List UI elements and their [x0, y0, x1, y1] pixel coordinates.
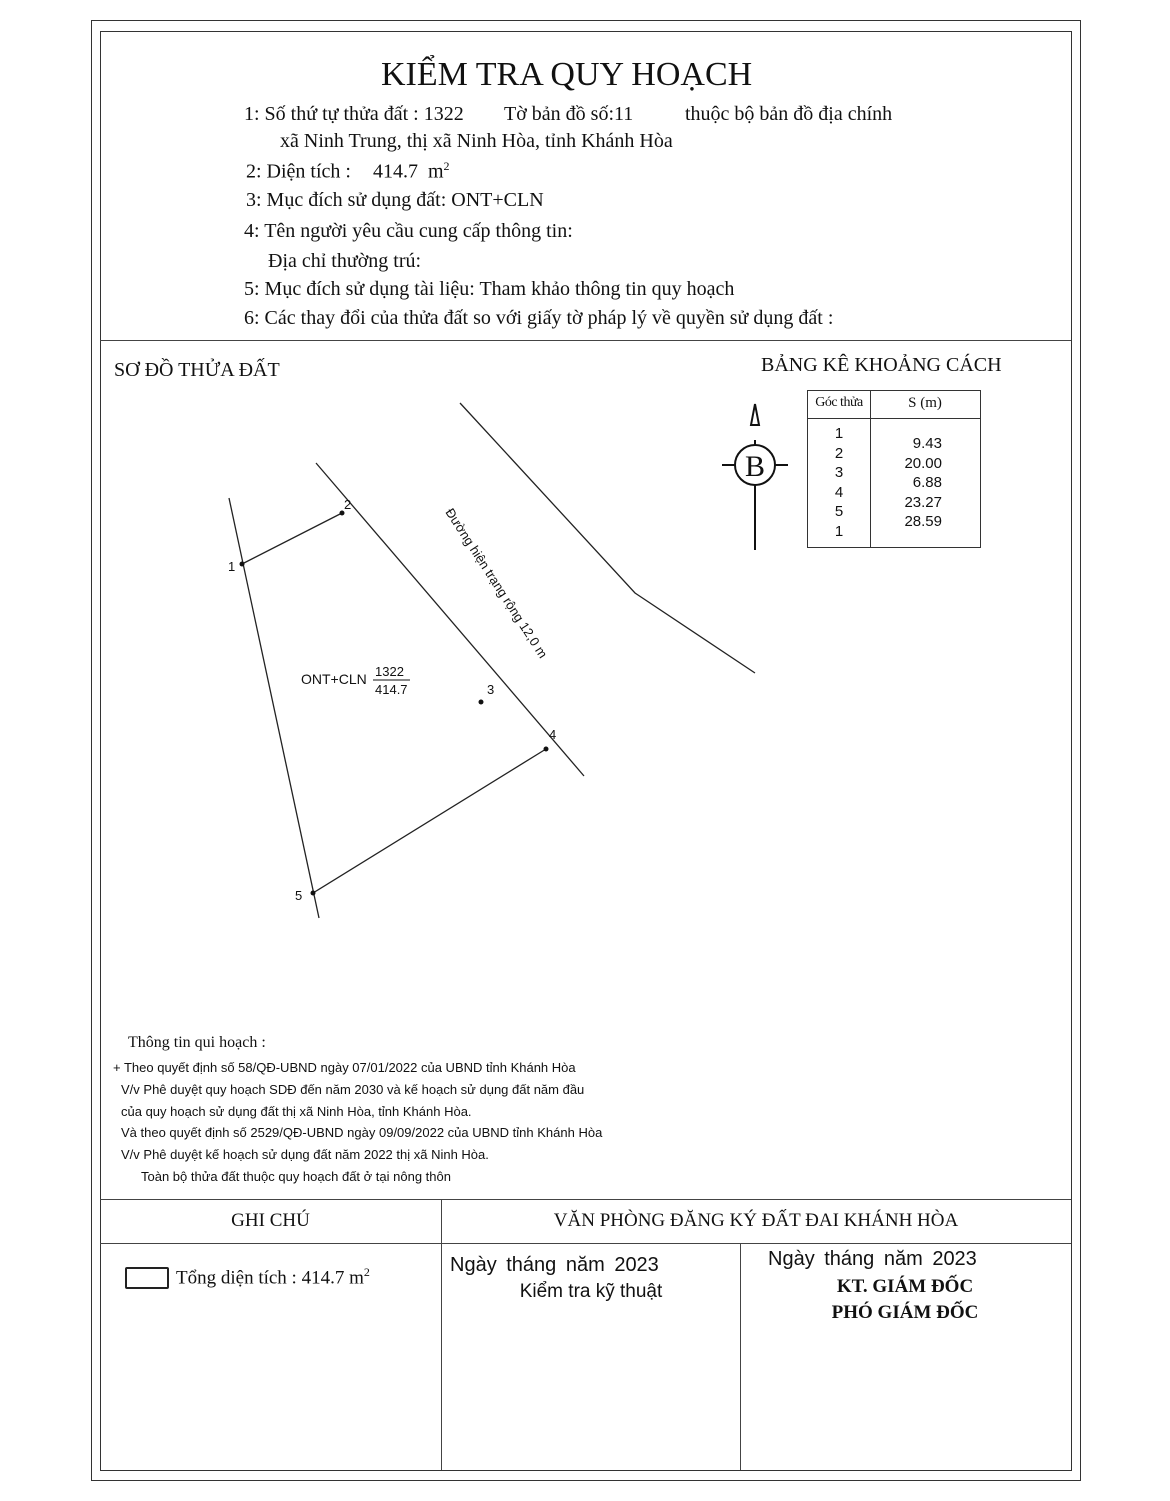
date-director: Ngày tháng năm 2023 — [768, 1248, 977, 1270]
map-heading: SƠ ĐỒ THỬA ĐẤT — [114, 359, 280, 381]
table-heading: BẢNG KÊ KHOẢNG CÁCH — [761, 354, 1002, 376]
page-title: KIỂM TRA QUY HOẠCH — [381, 56, 753, 93]
road-label: Đường hiện trạng rộng 12,0 m — [442, 505, 551, 661]
parcel-edge — [229, 498, 319, 918]
deputy-director-title: PHÓ GIÁM ĐỐC — [831, 1302, 979, 1323]
parcel-edge — [242, 513, 342, 564]
legend-box — [125, 1267, 169, 1289]
point-marker — [240, 562, 245, 567]
document-purpose: 5: Mục đích sử dụng tài liệu: Tham khảo thông tin quy hoạch — [244, 278, 735, 300]
director-title: KT. GIÁM ĐỐC — [836, 1276, 974, 1297]
total-area: Tổng diện tích : 414.7 $m^2$ — [176, 1265, 370, 1289]
planning-info: + Theo quyết định số 58/QĐ-UBND ngày 07/01/2022 của UBND tỉnh Khánh Hòa V/v Phê duyệt quy hoạch SDĐ đến năm 2030 và kế hoạch sử dụng đất năm đầu của quy hoạch sử dụng đất thị xã Ninh Hòa, tỉnh Khánh Hòa. Và theo quyết định số 2529/QĐ-UBND ngày 09/09/2022 của UBND tỉnh Khánh Hòa V/v Phê duyệt kế hoạch sử dụng đất năm 2022 thị xã Ninh Hòa. Toàn bộ thửa đất thuộc quy hoạch đất ở tại nông thôn — [113, 1060, 603, 1184]
location: xã Ninh Trung, thị xã Ninh Hòa, tỉnh Khánh Hòa — [280, 130, 673, 152]
parcel-number: 1: Số thứ tự thửa đất : 1322 — [244, 103, 464, 125]
requester: 4: Tên người yêu cầu cung cấp thông tin: — [244, 220, 573, 242]
notes-heading: GHI CHÚ — [231, 1210, 310, 1231]
column-header: S (m) — [908, 395, 942, 411]
point-label: 3 — [487, 682, 495, 697]
cadastral-set: thuộc bộ bản đồ địa chính — [685, 103, 893, 125]
address: Địa chỉ thường trú: — [268, 250, 422, 272]
date-technical: Ngày tháng năm 2023 — [450, 1254, 659, 1276]
svg-text:B: B — [744, 450, 766, 483]
corner-list: 1 2 3 4 5 1 — [834, 425, 844, 540]
map-sheet: Tờ bản đồ số:11 — [504, 103, 634, 125]
column-header: Góc thửa — [815, 395, 863, 410]
distance-table — [807, 390, 981, 548]
land-use: 3: Mục đích sử dụng đất: ONT+CLN — [246, 189, 544, 211]
point-label: 2 — [344, 497, 352, 512]
parcel-edge — [313, 749, 546, 893]
point-marker — [544, 747, 549, 752]
road-edge — [460, 403, 755, 673]
area-value: 414.7 — [372, 160, 418, 183]
technical-check: Kiểm tra kỹ thuật — [519, 1281, 663, 1302]
point-marker — [479, 700, 484, 705]
point-label: 4 — [549, 727, 557, 742]
parcel-number-label: 1322 — [375, 664, 404, 679]
point-label: 1 — [228, 559, 236, 574]
office-heading: VĂN PHÒNG ĐĂNG KÝ ĐẤT ĐAI KHÁNH HÒA — [553, 1210, 959, 1231]
parcel-area-label: 414.7 — [375, 682, 408, 697]
area-label: 2: Diện tích : 414.7 $m^2$ — [246, 159, 450, 183]
changes: 6: Các thay đổi của thửa đất so với giấy tờ pháp lý về quyền sử dụng đất : — [244, 307, 834, 329]
planning-heading: Thông tin qui hoạch : — [128, 1034, 266, 1051]
distance-list: 9.43 20.00 6.88 23.27 28.59 — [904, 435, 942, 530]
parcel-use-label: ONT+CLN — [301, 671, 367, 687]
point-marker — [311, 891, 316, 896]
point-label: 5 — [295, 888, 303, 903]
north-arrow-icon — [722, 404, 788, 550]
